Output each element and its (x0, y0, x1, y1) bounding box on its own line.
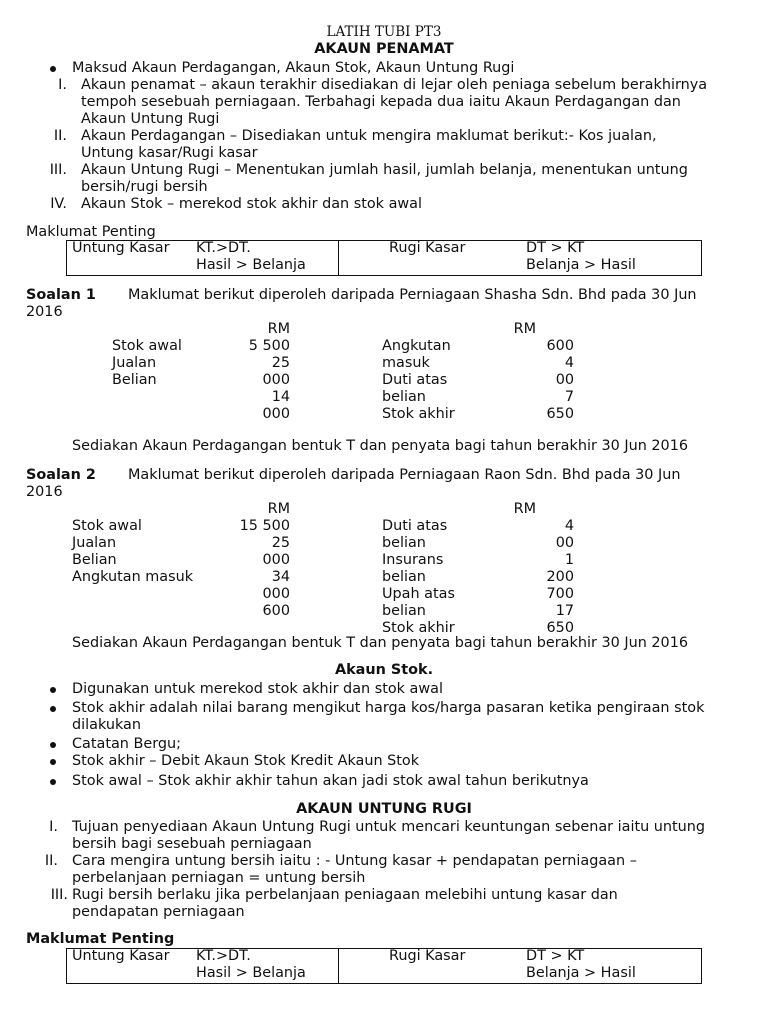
s1-item-value: 00 (555, 372, 574, 388)
s1-item-value: 14 (271, 389, 290, 405)
stok-bullet-text: Stok awal – Stok akhir akhir tahun akan jadi stok awal tahun berikutnya (72, 773, 589, 789)
soalan-2-text: Maklumat berikut diperoleh daripada Perniagaan Raon Sdn. Bhd pada 30 Jun (128, 467, 681, 483)
s2-item-label: Belian (72, 552, 117, 568)
soalan-2-label: Soalan 2 (26, 467, 96, 483)
s1-item-label: Duti atas (382, 372, 448, 388)
intro-item-line: Akaun Stok – merekod stok akhir dan stok awal (81, 196, 422, 212)
s2-item-value: 650 (546, 620, 574, 636)
s1-item-value: 4 (564, 355, 574, 371)
s1-item-label: Angkutan (382, 338, 451, 354)
akaun-untung-rugi-title: AKAUN UNTUNG RUGI (296, 801, 472, 817)
aur-item-line: perbelanjaan perniagan = untung bersih (72, 870, 366, 886)
s2-item-value: 600 (262, 603, 290, 619)
aur-item-line: pendapatan perniagaan (72, 904, 245, 920)
soalan-1-instruction: Sediakan Akaun Perdagangan bentuk T dan penyata bagi tahun berakhir 30 Jun 2016 (72, 438, 689, 454)
soalan-2-instruction: Sediakan Akaun Perdagangan bentuk T dan penyata bagi tahun berakhir 30 Jun 2016 (72, 635, 689, 651)
untung-kasar-rule: KT.>DT. (196, 240, 251, 256)
s2-item-label: belian (382, 603, 426, 619)
intro-item-number: I. (58, 77, 67, 93)
s2-item-value: 00 (555, 535, 574, 551)
s1-item-label: Stok awal (112, 338, 182, 354)
soalan-1-text: 2016 (26, 304, 63, 320)
untung-kasar-rule: Hasil > Belanja (196, 965, 306, 981)
rugi-kasar-rule: DT > KT (526, 240, 585, 256)
untung-kasar-label: Untung Kasar (72, 240, 170, 256)
rugi-kasar-rule: Belanja > Hasil (526, 965, 636, 981)
s1-item-label: Stok akhir (382, 406, 455, 422)
s2-item-label: Duti atas (382, 518, 448, 534)
stok-bullet-text: dilakukan (72, 717, 141, 733)
soalan-2-text: 2016 (26, 484, 63, 500)
intro-item-line: bersih/rugi bersih (81, 179, 208, 195)
intro-item-number: IV. (50, 196, 67, 212)
bullet-dot (50, 742, 56, 748)
rugi-kasar-rule: DT > KT (526, 948, 585, 964)
bullet-dot (50, 779, 56, 785)
s1-item-label: Belian (112, 372, 157, 388)
s2-item-value: 34 (271, 569, 290, 585)
akaun-stok-title: Akaun Stok. (334, 662, 434, 678)
aur-item-line: Rugi bersih berlaku jika perbelanjaan peniagaan melebihi untung kasar dan (72, 887, 618, 903)
rugi-kasar-label: Rugi Kasar (389, 948, 466, 964)
s2-item-label: Stok awal (72, 518, 142, 534)
s2-item-label: belian (382, 569, 426, 585)
s2-item-value: 000 (262, 552, 290, 568)
soalan-1-text: Maklumat berikut diperoleh daripada Perniagaan Shasha Sdn. Bhd pada 30 Jun (128, 287, 697, 303)
s1-item-value: 7 (564, 389, 574, 405)
maklumat-heading: Maklumat Penting (26, 931, 175, 947)
aur-item-number: I. (49, 819, 58, 835)
maklumat-heading: Maklumat Penting (26, 224, 156, 240)
untung-kasar-rule: KT.>DT. (196, 948, 251, 964)
untung-kasar-label: Untung Kasar (72, 948, 170, 964)
intro-item-line: Akaun Untung Rugi – Menentukan jumlah hasil, jumlah belanja, menentukan untung (81, 162, 688, 178)
intro-item-number: III. (49, 162, 67, 178)
rugi-kasar-label: Rugi Kasar (389, 240, 466, 256)
s2-item-value: 700 (546, 586, 574, 602)
aur-item-line: Cara mengira untung bersih iaitu : - Untung kasar + pendapatan perniagaan – (72, 853, 637, 869)
stok-bullet-text: Catatan Bergu; (72, 736, 181, 752)
s2-item-label: Stok akhir (382, 620, 455, 636)
s2-item-value: 4 (564, 518, 574, 534)
s2-item-value: 1 (564, 552, 574, 568)
s2-item-label: Angkutan masuk (72, 569, 194, 585)
s2-item-value: 000 (262, 586, 290, 602)
aur-item-number: II. (44, 853, 58, 869)
page-title: AKAUN PENAMAT (314, 41, 454, 57)
intro-item-line: Akaun Perdagangan – Disediakan untuk mengira maklumat berikut:- Kos jualan, (81, 128, 657, 144)
soalan-1-label: Soalan 1 (26, 287, 96, 303)
intro-item-line: Untung kasar/Rugi kasar (81, 145, 258, 161)
rm-header: RM (513, 501, 536, 517)
intro-item-number: II. (53, 128, 67, 144)
intro-item-line: tempoh sesebuah perniagaan. Terbahagi kepada dua iaitu Akaun Perdagangan dan (81, 94, 681, 110)
intro-item-line: Akaun penamat – akaun terakhir disediakan di lejar oleh peniaga sebelum berakhirnya (81, 77, 708, 93)
worksheet-title: LATIH TUBI PT3 (326, 24, 442, 40)
s2-item-label: Jualan (72, 535, 117, 551)
rm-header: RM (513, 321, 536, 337)
stok-bullet-text: Digunakan untuk merekod stok akhir dan stok awal (72, 681, 443, 697)
s1-item-label: belian (382, 389, 426, 405)
s2-item-value: 25 (271, 535, 290, 551)
table-divider (338, 949, 339, 983)
s2-item-label: Insurans (382, 552, 444, 568)
untung-kasar-rule: Hasil > Belanja (196, 257, 306, 273)
s2-item-label: Upah atas (382, 586, 455, 602)
aur-item-line: bersih bagi sesebuah perniagaan (72, 836, 312, 852)
s2-item-value: 15 500 (239, 518, 290, 534)
bullet-dot (50, 66, 56, 72)
aur-item-number: III. (50, 887, 68, 903)
s1-item-label: Jualan (112, 355, 157, 371)
table-divider (338, 241, 339, 275)
rm-header: RM (267, 501, 290, 517)
intro-bullet-text: Maksud Akaun Perdagangan, Akaun Stok, Akaun Untung Rugi (72, 60, 515, 76)
s2-item-value: 17 (555, 603, 574, 619)
s2-item-label: belian (382, 535, 426, 551)
s1-item-value: 5 500 (248, 338, 290, 354)
stok-bullet-text: Stok akhir – Debit Akaun Stok Kredit Akaun Stok (72, 753, 420, 769)
s2-item-value: 200 (546, 569, 574, 585)
bullet-dot (50, 706, 56, 712)
rm-header: RM (267, 321, 290, 337)
s1-item-value: 650 (546, 406, 574, 422)
s1-item-value: 000 (262, 372, 290, 388)
s1-item-value: 25 (271, 355, 290, 371)
bullet-dot (50, 687, 56, 693)
s1-item-label: masuk (382, 355, 430, 371)
rugi-kasar-rule: Belanja > Hasil (526, 257, 636, 273)
s1-item-value: 000 (262, 406, 290, 422)
bullet-dot (50, 759, 56, 765)
stok-bullet-text: Stok akhir adalah nilai barang mengikut harga kos/harga pasaran ketika pengiraan stok (72, 700, 705, 716)
intro-item-line: Akaun Untung Rugi (81, 111, 220, 127)
s1-item-value: 600 (546, 338, 574, 354)
aur-item-line: Tujuan penyediaan Akaun Untung Rugi untuk mencari keuntungan sebenar iaitu untung (72, 819, 706, 835)
